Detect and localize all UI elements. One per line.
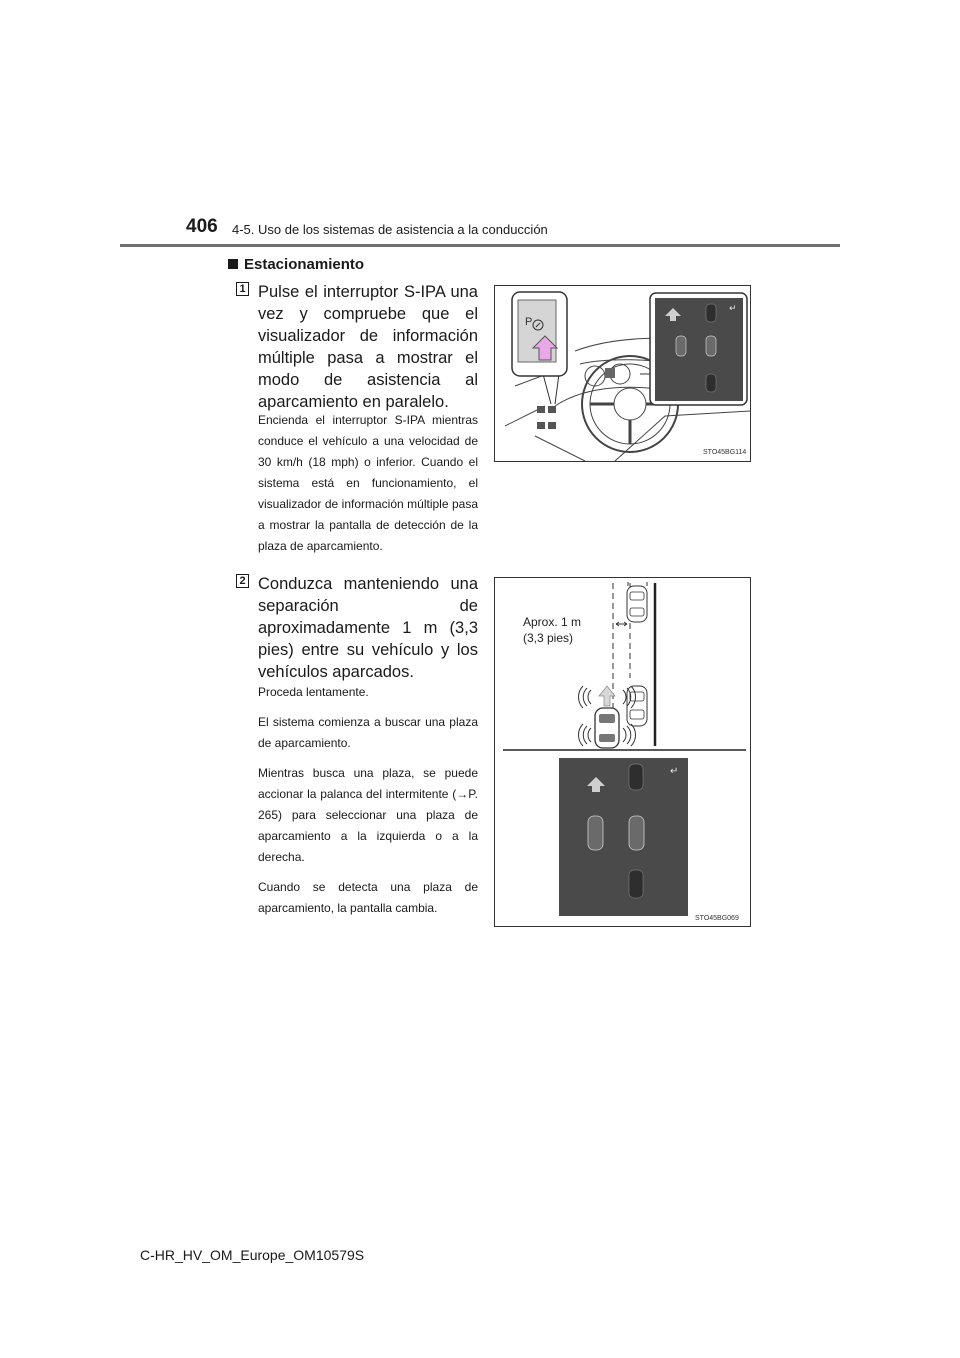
distance-label-line1: Aprox. 1 m xyxy=(523,615,582,629)
car-icon xyxy=(706,336,716,356)
multi-info-display xyxy=(559,758,688,916)
car-icon xyxy=(629,816,644,850)
header-divider xyxy=(120,244,840,247)
car-icon xyxy=(629,870,643,898)
car-icon xyxy=(706,374,716,392)
back-icon: ↵ xyxy=(729,304,737,314)
step-2-notes xyxy=(258,682,478,928)
car-icon xyxy=(629,764,643,790)
figure-1-code: STO45BG114 xyxy=(703,449,747,456)
step-2-note: Mientras busca una plaza, se puede accionar la palanca del intermitente (→P. 265) para seleccionar una plaza de aparcamiento a la izquierda o a la derecha. xyxy=(258,766,478,864)
step-1-notes xyxy=(258,410,478,566)
figure-1-dashboard-illustration xyxy=(494,285,751,462)
section-heading-text: Estacionamiento xyxy=(244,256,365,273)
s-ipa-switch-label: P xyxy=(525,316,533,328)
step-2-note: Proceda lentamente. xyxy=(258,685,369,699)
document-id: C-HR_HV_OM_Europe_OM10579S xyxy=(140,1247,365,1263)
parking-search-illustration xyxy=(495,578,750,926)
car-icon xyxy=(676,336,686,356)
step-1-note: Encienda el interruptor S-IPA mientras conduce el vehículo a una velocidad de 30 km/h (18 mph) o inferior. Cuando el sistema está en funcionamiento, el visualizador de información múltiple pasa a mostrar la pantalla de detección de la plaza de aparcamiento. xyxy=(258,413,478,553)
step-number-2: 2 xyxy=(236,574,249,588)
page-number: 406 xyxy=(186,216,218,237)
section-title: 4-5. Uso de los sistemas de asistencia a la conducción xyxy=(232,222,548,237)
parked-car-icon xyxy=(627,586,647,622)
figure-2-parking-search-illustration xyxy=(494,577,751,927)
car-icon xyxy=(588,816,603,850)
dashboard-illustration xyxy=(495,286,750,461)
figure-2-code: STO45BG069 xyxy=(695,915,739,922)
back-icon: ↵ xyxy=(670,766,679,777)
square-bullet-icon xyxy=(228,259,238,269)
step-1-instruction: Pulse el interruptor S-IPA una vez y compruebe que el visualizador de información múltiple pasa a mostrar el modo de asistencia al aparcamiento en paralelo. xyxy=(258,283,478,411)
distance-label-line2: (3,3 pies) xyxy=(523,631,574,645)
step-2-note: Cuando se detecta una plaza de aparcamiento, la pantalla cambia. xyxy=(258,880,478,915)
section-heading xyxy=(228,256,364,273)
step-2-instruction: Conduzca manteniendo una separación de aproximadamente 1 m (3,3 pies) entre su vehículo y los vehículos aparcados. xyxy=(258,575,478,681)
step-2-note: El sistema comienza a buscar una plaza de aparcamiento. xyxy=(258,715,478,750)
step-number-1: 1 xyxy=(236,282,249,296)
car-icon xyxy=(706,304,716,322)
